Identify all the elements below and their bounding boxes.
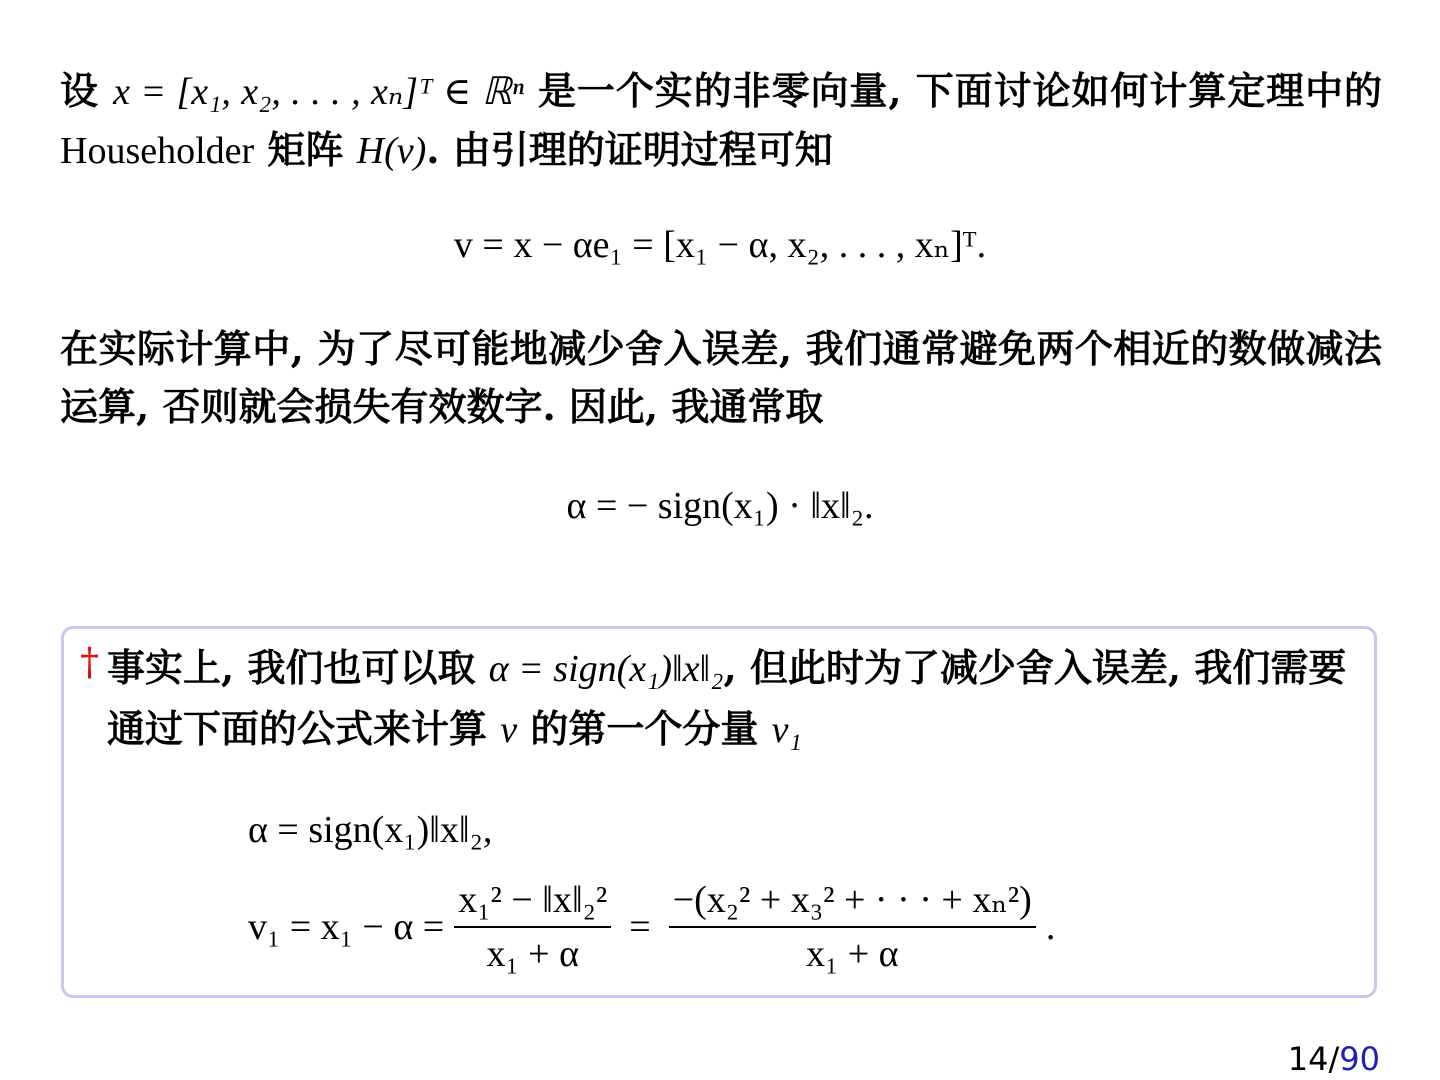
fraction-1 xyxy=(454,878,611,976)
page-separator: / xyxy=(1328,1040,1340,1078)
remark-equation-v1 xyxy=(248,878,1055,976)
equation-alpha-choice: α = − sign(x₁) · ‖x‖₂. xyxy=(566,485,874,527)
page-number xyxy=(1288,1040,1380,1078)
page-current: 14 xyxy=(1287,1040,1329,1078)
intro-text-householder: Householder xyxy=(60,130,255,172)
equation-v-definition: v = x − αe₁ = [x₁ − α, x₂, . . . , xₙ]ᵀ. xyxy=(453,224,987,266)
fraction-2-numerator: −(x₂² + x₃² + · · · + xₙ²) xyxy=(669,878,1036,928)
intro-text-3: . 由引理的证明过程可知 xyxy=(426,127,833,172)
remark-math-v: v xyxy=(500,709,518,751)
remark-text-1: 事实上, 我们也可以取 xyxy=(107,645,476,690)
remark-math-v1: v₁ xyxy=(771,709,802,751)
fraction-2-denominator: x₁ + α xyxy=(805,933,899,975)
intro-text-2: 是一个实的非零向量, 下面讨论如何计算定理中的 xyxy=(537,68,1383,113)
dagger-marker: † xyxy=(80,640,99,684)
v1-lhs: v₁ = x₁ − α = xyxy=(248,906,445,948)
intro-text-matrix: 矩阵 xyxy=(267,127,344,172)
intro-text-1: 设 xyxy=(60,68,99,113)
intro-math-vector-x: x = [x₁, x₂, . . . , xₙ]ᵀ ∈ ℝⁿ xyxy=(113,71,524,113)
fraction-1-numerator: x₁² − ‖x‖₂² xyxy=(454,878,611,928)
remark-text-3: 的第一个分量 xyxy=(530,706,759,751)
remark-math-alpha: α = sign(x₁)‖x‖₂ xyxy=(488,648,724,690)
remark-text-2: , 但此时为了减少舍入误差, 我们需要通过下面的公式来计算 xyxy=(107,645,1347,751)
paragraph-rounding: 在实际计算中, 为了尽可能地减少舍入误差, 我们通常避免两个相近的数做减法运算, 否则就会损失有效数字. 因此, 我通常取 xyxy=(60,326,1382,429)
page-total-link[interactable]: 90 xyxy=(1339,1040,1380,1078)
paragraph-intro xyxy=(60,62,1382,180)
intro-math-hv: H(v) xyxy=(356,130,427,172)
fraction-1-denominator: x₁ + α xyxy=(486,933,580,975)
period: . xyxy=(1045,906,1056,948)
fraction-2 xyxy=(669,878,1036,976)
equals-sign: = xyxy=(629,906,651,948)
remark-equation-alpha: α = sign(x₁)‖x‖₂, xyxy=(248,809,493,851)
remark-text xyxy=(107,638,1357,760)
